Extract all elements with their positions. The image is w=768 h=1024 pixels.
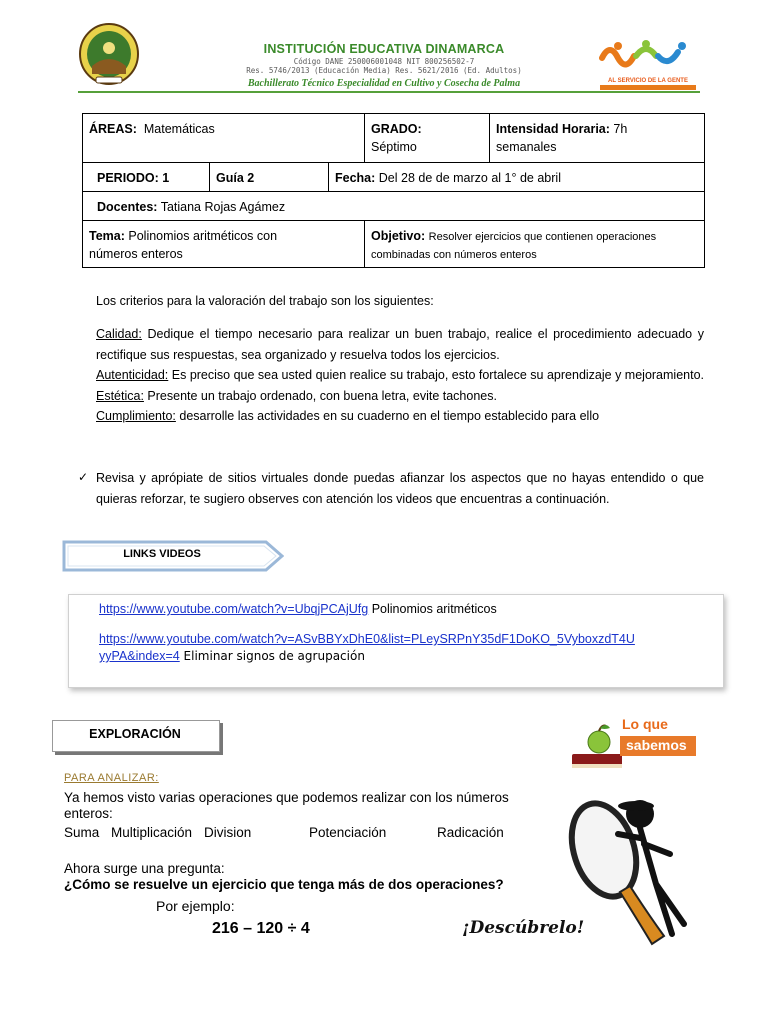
lo-que-label: Lo que	[622, 716, 668, 732]
criterion-cumplimiento	[96, 406, 704, 427]
logo-caption: AL SERVICIO DE LA GENTE	[608, 78, 688, 84]
docentes-value: Tatiana Rojas Agámez	[160, 200, 286, 214]
logo-caption-bar	[600, 85, 696, 90]
res-line: Res. 5746/2013 (Educación Media) Res. 5621/2016 (Ed. Adultos)	[246, 66, 522, 75]
book-apple-icon	[566, 720, 626, 774]
code-line: Código DANE 250006001048 NIT 800256502-7	[293, 57, 475, 66]
areas-cell	[83, 114, 365, 163]
estetica-label: Estética:	[96, 388, 144, 403]
operation-suma: Suma	[64, 825, 100, 840]
links-banner-label: LINKS VIDEOS	[123, 548, 201, 560]
cumplimiento-label: Cumplimiento:	[96, 409, 176, 423]
tema-label: Tema:	[89, 229, 125, 243]
intensidad-label: Intensidad Horaria:	[496, 122, 610, 136]
grado-label: GRADO:	[371, 122, 422, 136]
objetivo-value-2: combinadas con números enteros	[371, 249, 537, 261]
fecha-value: Del 28 de de marzo al 1° de abril	[378, 171, 561, 185]
bachillerato-line: Bachillerato Técnico Especialidad en Cultivo y Cosecha de Palma	[247, 78, 521, 89]
operation-radicacion: Radicación	[437, 825, 504, 840]
calidad-label: Calidad:	[96, 327, 142, 341]
check-icon: ✓	[78, 470, 89, 484]
docentes-label: Docentes:	[97, 200, 158, 214]
video-link-2	[99, 631, 719, 665]
para-analizar-label: PARA ANALIZAR:	[64, 772, 159, 784]
guide-info-table	[82, 113, 705, 268]
areas-value: Matemáticas	[143, 122, 215, 136]
video-links-box	[68, 594, 724, 688]
objetivo-label: Objetivo:	[371, 229, 426, 243]
criteria-intro: Los criterios para la valoración del trabajo son los siguientes:	[96, 294, 434, 308]
criterion-autenticidad	[96, 365, 704, 386]
analysis-line-2: enteros:	[64, 806, 113, 821]
people-logo-icon	[596, 38, 700, 74]
operation-potenciacion: Potenciación	[309, 825, 387, 840]
example-label: Por ejemplo:	[156, 898, 235, 914]
descubrelo-label: ¡Descúbrelo!	[462, 918, 585, 938]
video-link-2-url-cont[interactable]: yyPA&index=4	[99, 649, 180, 663]
autenticidad-text: Es preciso que sea usted quien realice su trabajo, esto fortalece su aprendizaje y mejoramiento.	[168, 368, 704, 382]
operation-division: Division	[204, 825, 252, 840]
intensidad-value: 7h	[613, 122, 628, 136]
periodo-cell: PERIODO: 1	[83, 163, 210, 192]
guia-cell: Guía 2	[210, 163, 329, 192]
criterion-estetica	[96, 386, 704, 407]
video-link-1-url[interactable]: https://www.youtube.com/watch?v=UbqjPCAjUfg	[99, 602, 369, 616]
tema-value: Polinomios aritméticos con	[128, 229, 278, 243]
calidad-text: Dedique el tiempo necesario para realizar un buen trabajo, realice el procedimiento adecuado y rectifique sus respuestas, sea organizado y resuelva todos los ejercicios.	[96, 327, 704, 362]
objetivo-value: Resolver ejercicios que contienen operaciones	[428, 231, 657, 243]
fecha-cell	[329, 163, 705, 192]
docentes-cell	[83, 192, 705, 221]
video-link-1	[99, 601, 497, 618]
tema-cell	[83, 221, 365, 268]
intensidad-value-2: semanales	[496, 140, 557, 154]
intensidad-cell	[490, 114, 705, 163]
municipality-logo	[596, 38, 700, 90]
sabemos-label: sabemos	[626, 737, 687, 753]
operation-multiplicacion: Multiplicación	[111, 825, 193, 840]
grado-cell	[365, 114, 490, 163]
video-link-2-desc: Eliminar signos de agrupación	[179, 649, 365, 663]
criteria-list	[96, 324, 704, 427]
areas-label: ÁREAS:	[89, 122, 137, 136]
question-intro: Ahora surge una pregunta:	[64, 861, 225, 876]
exploracion-title: EXPLORACIÓN	[89, 727, 181, 741]
header-rule	[78, 91, 700, 93]
video-link-1-desc: Polinomios aritméticos	[368, 602, 497, 616]
fecha-label: Fecha:	[335, 171, 376, 185]
review-text: Revisa y aprópiate de sitios virtuales donde puedas afianzar los aspectos que no hayas entendido o que quieras reforzar, te sugiero observes con atención los videos que encuentras a continuación.	[96, 471, 704, 506]
institution-name: INSTITUCIÓN EDUCATIVA DINAMARCA	[263, 42, 505, 56]
cumplimiento-text: desarrolle las actividades en su cuaderno en el tiempo establecido para ello	[175, 409, 600, 423]
autenticidad-label: Autenticidad:	[96, 368, 169, 382]
grado-value: Séptimo	[371, 140, 417, 154]
criterion-calidad	[96, 324, 704, 365]
question-text: ¿Cómo se resuelve un ejercicio que tenga más de dos operaciones?	[64, 877, 504, 892]
estetica-text: Presente un trabajo ordenado, con buena letra, evite tachones.	[143, 388, 497, 403]
video-link-2-url[interactable]: https://www.youtube.com/watch?v=ASvBBYxDhE0&list=PLeySRPnY35dF1DoKO_5VyboxzdT4U	[99, 632, 635, 646]
example-expression: 216 – 120 ÷ 4	[212, 920, 310, 937]
analysis-line-1: Ya hemos visto varias operaciones que podemos realizar con los números	[64, 790, 509, 805]
objetivo-cell	[365, 221, 705, 268]
tema-value-2: números enteros	[89, 247, 183, 261]
